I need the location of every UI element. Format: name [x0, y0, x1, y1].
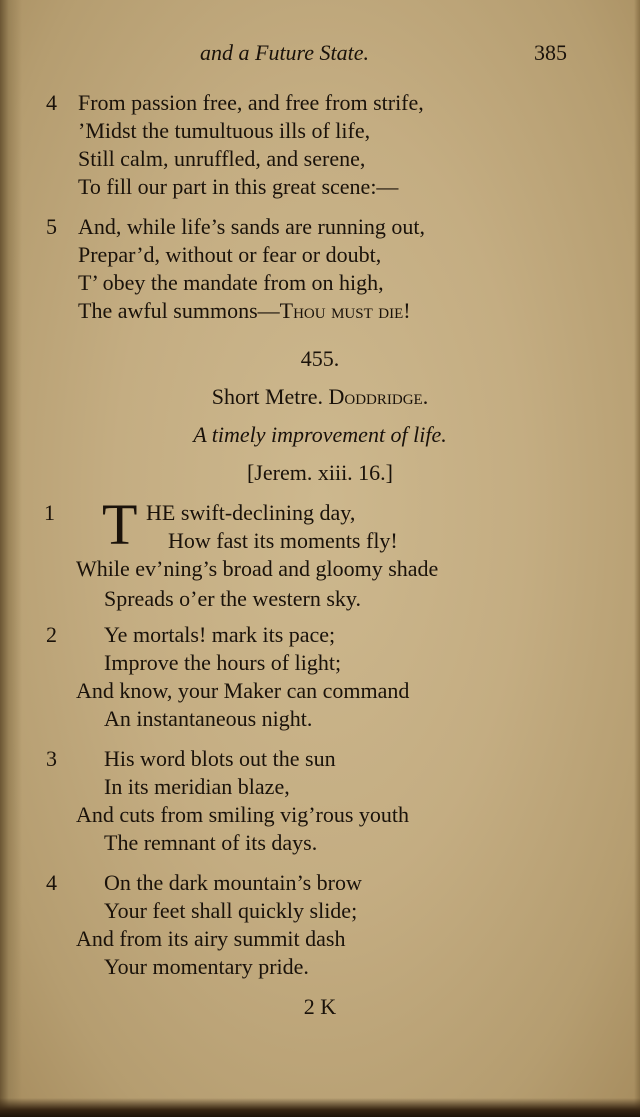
verse-line: Improve the hours of light;: [104, 650, 342, 675]
hymn-number: 455.: [300, 346, 340, 371]
verse-line: T’ obey the mandate from on high,: [78, 270, 384, 295]
gutter-shadow: [0, 0, 22, 1117]
verse-line: And cuts from smiling vig’rous youth: [76, 802, 410, 827]
verse-line: And, while life’s sands are running out,: [78, 214, 426, 239]
verse-line: [78, 298, 411, 324]
verse-line: Spreads o’er the western sky.: [104, 586, 361, 611]
verse-line: Your feet shall quickly slide;: [104, 898, 358, 923]
verse-line: How fast its moments fly!: [168, 528, 398, 553]
verse-line: His word blots out the sun: [104, 746, 336, 771]
emphasis-text: Thou must die!: [279, 298, 411, 323]
verse-number: 1: [44, 500, 55, 525]
hymn-author: Doddridge.: [328, 384, 429, 409]
verse-line: HE swift-declining day,: [146, 500, 356, 525]
verse-number: 2: [46, 622, 57, 647]
verse-line: From passion free, and free from strife,: [78, 90, 424, 115]
hymn-metre-author: [0, 384, 640, 410]
drop-cap: T: [102, 492, 138, 557]
hymn-metre: Short Metre.: [211, 384, 323, 409]
verse-number: 4: [46, 870, 57, 895]
signature-mark: 2 K: [303, 994, 337, 1019]
page-number: 385: [534, 40, 567, 65]
verse-number: 3: [46, 746, 57, 771]
hymn-title: A timely improvement of life.: [193, 422, 447, 447]
verse-line: ’Midst the tumultuous ills of life,: [78, 118, 371, 143]
verse-number: 5: [46, 214, 57, 239]
verse-line: Prepar’d, without or fear or doubt,: [78, 242, 382, 267]
verse-line: An instantaneous night.: [104, 706, 313, 731]
verse-number: 4: [46, 90, 57, 115]
verse-line-text: The awful summons—: [78, 298, 280, 323]
verse-line: To fill our part in this great scene:—: [78, 174, 399, 199]
running-title: and a Future State.: [200, 40, 370, 65]
scripture-reference: [Jerem. xiii. 16.]: [246, 460, 394, 485]
verse-line: And know, your Maker can command: [76, 678, 410, 703]
verse-line: The remnant of its days.: [104, 830, 318, 855]
verse-line: Ye mortals! mark its pace;: [104, 622, 336, 647]
page-edge: [634, 0, 640, 1117]
verse-line: Your momentary pride.: [104, 954, 309, 979]
page-bottom-edge: [0, 1098, 640, 1117]
verse-line: On the dark mountain’s brow: [104, 870, 362, 895]
verse-line: While ev’ning’s broad and gloomy shade: [76, 556, 439, 581]
verse-line: And from its airy summit dash: [76, 926, 346, 951]
verse-line: In its meridian blaze,: [104, 774, 290, 799]
verse-line: Still calm, unruffled, and serene,: [78, 146, 366, 171]
